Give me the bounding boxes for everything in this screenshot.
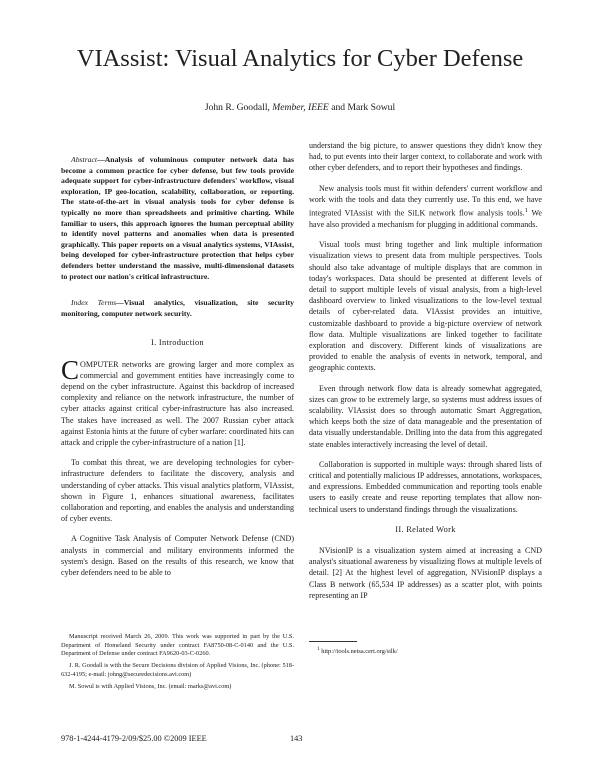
paper-title: VIAssist: Visual Analytics for Cyber Defense	[76, 45, 524, 72]
intro-paragraph-1-text: OMPUTER networks are growing larger and more complex as commercial and government entities have increasingly come to depend on the cyber infrastructure. Against this backdrop of increased complexity and reliance on the network infrastructure, the number of cyber attacks against critical cyber-infrastructure has also increased. The stakes have increased as well. The 2007 Russian cyber attack against Estonia hints at the future of cyber warfare: coordinated hits can attack and cripple the cyber-infrastructure of a nation [1].	[61, 359, 294, 447]
intro-paragraph-4: understand the big picture, to answer questions they didn't know they had, to put events into their larger context, to collaborate and work with other cyber defenders, and to report their hypotheses and findings.	[309, 141, 542, 173]
isbn-copyright: 978-1-4244-4179-2/09/$25.00 ©2009 IEEE	[61, 734, 207, 743]
intro-paragraph-5-text: New analysis tools must fit within defenders' current workflow and work with the tools and data they currently use. To this end, we have integrated VIAssist with the SiLK network flow analysis tools.	[309, 183, 542, 218]
manuscript-received: Manuscript received March 26, 2009. This work was supported in part by the U.S. Department of Homeland Security under contract FA8750-08-C-0140 and the U.S. Department of Defense under contract FA9620-03-C-0260.	[61, 633, 294, 658]
intro-paragraph-5	[309, 183, 542, 230]
intro-paragraph-5-tail: We have also provided a mechanism for plugging in additional commands.	[309, 208, 542, 229]
page-number: 143	[290, 734, 303, 743]
related-work-paragraph-1: NVisionIP is a visualization system aimed at increasing a CND analyst's situational awareness by visualizing flows at multiple levels of detail. [2] At the highest level of aggregation, NVisionIP displays a Class B network (65,534 IP addresses) as a scatter plot, with points representing an IP	[309, 545, 542, 600]
footnote-mark: 1	[317, 646, 320, 652]
footnote-url: http://tools.netsa.cert.org/silk/	[319, 648, 398, 656]
section-heading-introduction: I. Introduction	[151, 338, 204, 348]
right-column	[309, 140, 542, 610]
index-terms	[61, 298, 294, 319]
author-line	[0, 102, 600, 113]
intro-paragraph-8: Collaboration is supported in multiple ways: through shared lists of critical and potentially malicious IP addresses, annotations, workspaces, and expressions. Embedded communication and reporting tools enable users to easily create and reuse reporting templates that allow non-technical users to understand findings through the visualizations.	[309, 459, 542, 514]
intro-paragraph-7: Even through network flow data is already somewhat aggregated, sizes can grow to be extremely large, so systems must address issues of scalability. VIAssist does so through automatic Smart Aggregation, which keeps both the size of data manageable and the presentation of data visually understandable. Drilling into the data from this aggregated state enables interactively increasing the level of detail.	[309, 383, 542, 449]
footnote-rule	[309, 641, 357, 642]
author-names: John R. Goodall,	[204, 102, 270, 113]
manuscript-footnote	[61, 633, 294, 694]
author-affiliation-1: J. R. Goodall is with the Secure Decisions division of Applied Visions, Inc. (phone: 518-632-4195; e-mail: johng@securedecisions.avi.com)	[61, 662, 294, 678]
abstract	[61, 155, 294, 282]
intro-paragraph-3: A Cognitive Task Analysis of Computer Network Defense (CND) analysts in commercial and military environments informed the system's design. Based on the results of this research, we know that cyber defenders need to be able to	[61, 534, 294, 577]
author-affiliation-2: M. Sowul is with Applied Visions, Inc. (email: marks@avi.com)	[69, 682, 232, 690]
index-terms-label: Index Terms	[71, 298, 117, 308]
author-membership: Member, IEEE	[272, 102, 329, 113]
intro-paragraph-2: To combat this threat, we are developing technologies for cyber-infrastructure defenders to facilitate the discovery, analysis and understanding of cyber attacks. This visual analytics platform, VIAssist, shown in Figure 1, enhances situational awareness, facilitates collaboration and reporting, and enables the analysis and understanding of cyber events.	[61, 458, 294, 524]
index-terms-text: —Visual analytics, visualization, site security monitoring, computer network security.	[61, 298, 294, 318]
section-heading-related-work: II. Related Work	[395, 524, 456, 534]
intro-paragraph-1	[61, 354, 294, 449]
footnote-marker: 1	[524, 207, 528, 215]
author-names-tail: and Mark Sowul	[331, 102, 396, 113]
drop-cap: C	[61, 354, 80, 385]
intro-paragraph-6: Visual tools must bring together and link multiple information visualization views to present data from multiple perspectives. Tools should also take advantage of multiple displays that are common in today's workspaces. Data should be presented at different levels of detail to support multiple levels of visual analysis, from a high-level dashboard overview to linked visualizations to the low-level textual details of cyber-related data. VIAssist provides an intuitive, customizable dashboard to provide a big-picture overview of network flow data. Multiple visualizations are linked together to facilitate exploration and discovery. Different kinds of visualizations are provided to enable the analysis of events in network, temporal, and geographic contexts.	[309, 240, 542, 373]
abstract-label: Abstract	[71, 155, 98, 164]
footnote-silk	[317, 646, 398, 655]
abstract-text: —Analysis of voluminous computer network data has become a common practice for cyber defense, but few tools provide adequate support for cyber-infrastructure defenders' workflow, visual exploration, IP geo-location, scalability, collaboration, or reporting. The state-of-the-art in visual analysis tools for cyber defense is typically no more than spreadsheets and primitive charting. While familiar to users, this approach ignores the human perceptual ability to identify novel patterns and anomalies when data is presented graphically. This paper reports on a visual analytics systems, VIAssist, being developed for cyber-infrastructure protection that helps cyber defenders better understand the massive, multi-dimensional datasets to protect our nation's critical infrastructure.	[61, 155, 294, 281]
left-column	[61, 155, 294, 587]
